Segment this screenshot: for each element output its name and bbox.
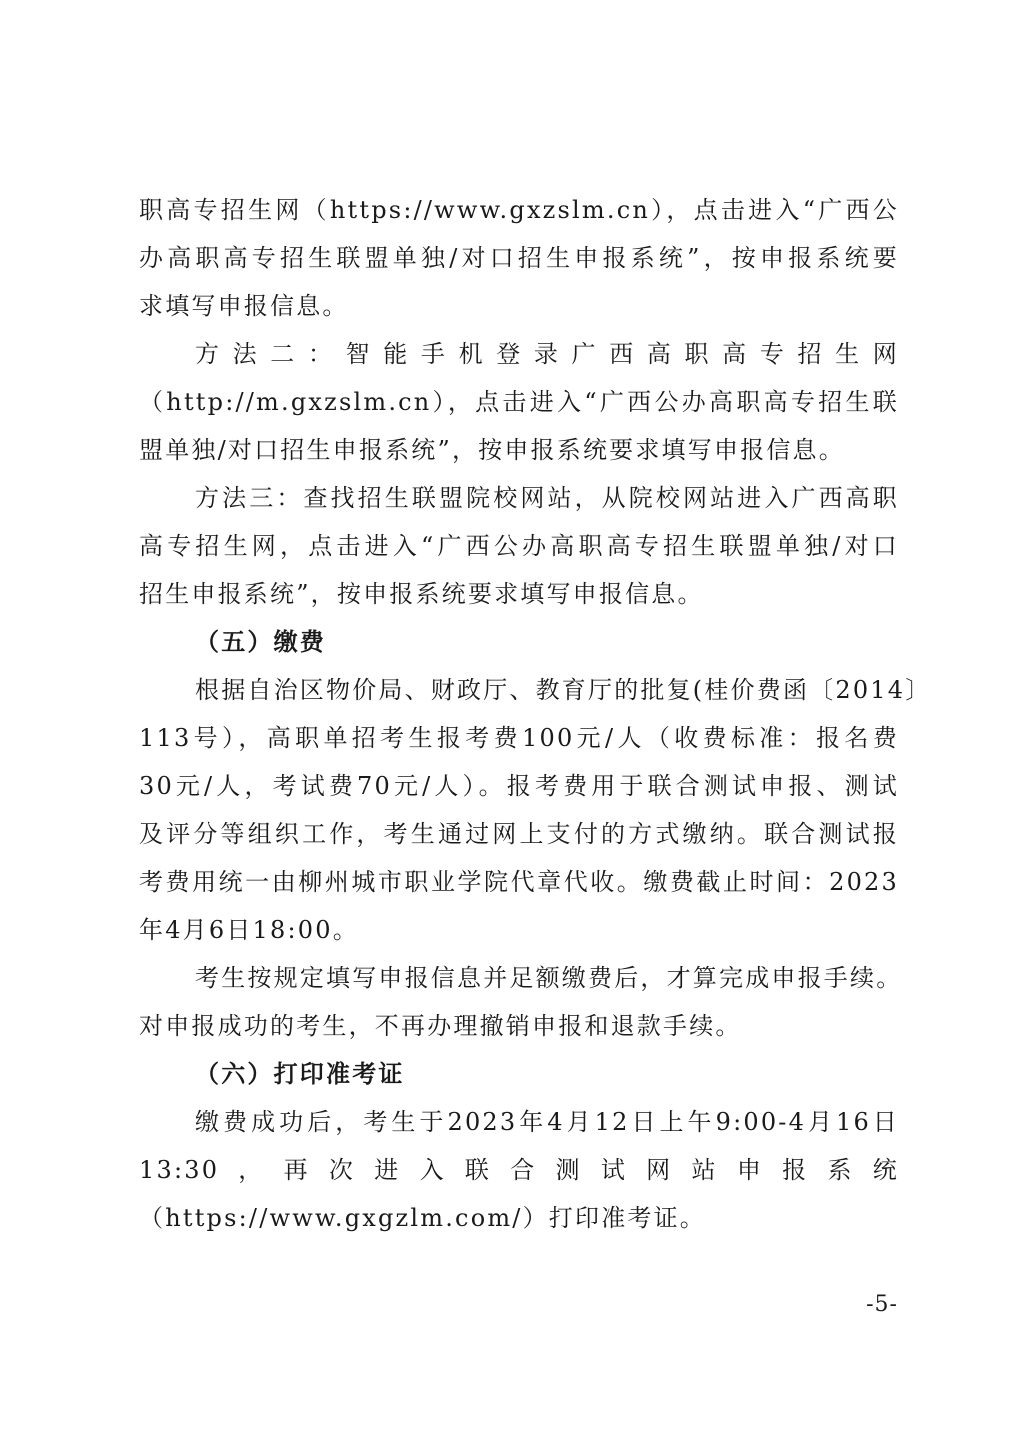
text-line: （https://www.gxgzlm.com/）打印准考证。 bbox=[139, 1204, 706, 1232]
paragraph-method-one-continued bbox=[139, 186, 899, 330]
text-line: （http://m.gxzslm.cn），点击进入“广西公办高职高专招生联 bbox=[139, 388, 899, 416]
text-line: 办高职高专招生联盟单独/对口招生申报系统”，按申报系统要 bbox=[139, 244, 899, 272]
text-line: 113号），高职单招考生报考费100元/人（收费标准：报名费 bbox=[139, 724, 899, 752]
text-line: 根据自治区物价局、财政厅、教育厅的批复(桂价费函〔2014〕 bbox=[195, 676, 932, 704]
text-line: 求填写申报信息。 bbox=[139, 292, 349, 320]
text-line: 年4月6日18:00。 bbox=[139, 916, 359, 944]
text-line: 方法三：查找招生联盟院校网站，从院校网站进入广西高职 bbox=[195, 484, 899, 512]
page-number: -5- bbox=[866, 1292, 898, 1317]
text-line: 方法二：智能手机登录广西高职高专招生网 bbox=[195, 340, 899, 368]
text-line: 考生按规定填写申报信息并足额缴费后，才算完成申报手续。 bbox=[195, 964, 903, 992]
text-line: 职高专招生网（https://www.gxzslm.cn），点击进入“广西公 bbox=[139, 196, 899, 224]
paragraph-method-three bbox=[139, 474, 899, 618]
paragraph-method-two bbox=[139, 330, 899, 474]
text-line: 高专招生网，点击进入“广西公办高职高专招生联盟单独/对口 bbox=[139, 532, 899, 560]
section-heading-admission-ticket: （六）打印准考证 bbox=[195, 1059, 405, 1088]
text-line: 招生申报系统”，按申报系统要求填写申报信息。 bbox=[139, 580, 704, 608]
text-line: 盟单独/对口招生申报系统”，按申报系统要求填写申报信息。 bbox=[139, 436, 845, 464]
paragraph-payment-note bbox=[139, 954, 903, 1050]
paragraph-payment-details bbox=[139, 666, 932, 954]
text-line: 及评分等组织工作，考生通过网上支付的方式缴纳。联合测试报 bbox=[139, 820, 899, 848]
text-line: 缴费成功后，考生于2023年4月12日上午9:00-4月16日 bbox=[195, 1108, 899, 1136]
document-body bbox=[139, 186, 932, 1242]
text-line: 对申报成功的考生，不再办理撤销申报和退款手续。 bbox=[139, 1012, 742, 1040]
text-line: 13:30，再次进入联合测试网站申报系统 bbox=[139, 1156, 899, 1184]
section-heading-payment: （五）缴费 bbox=[195, 627, 326, 656]
paragraph-admission-ticket bbox=[139, 1098, 899, 1242]
text-line: 考费用统一由柳州城市职业学院代章代收。缴费截止时间：2023 bbox=[139, 868, 899, 896]
text-line: 30元/人，考试费70元/人）。报考费用于联合测试申报、测试 bbox=[139, 772, 899, 800]
